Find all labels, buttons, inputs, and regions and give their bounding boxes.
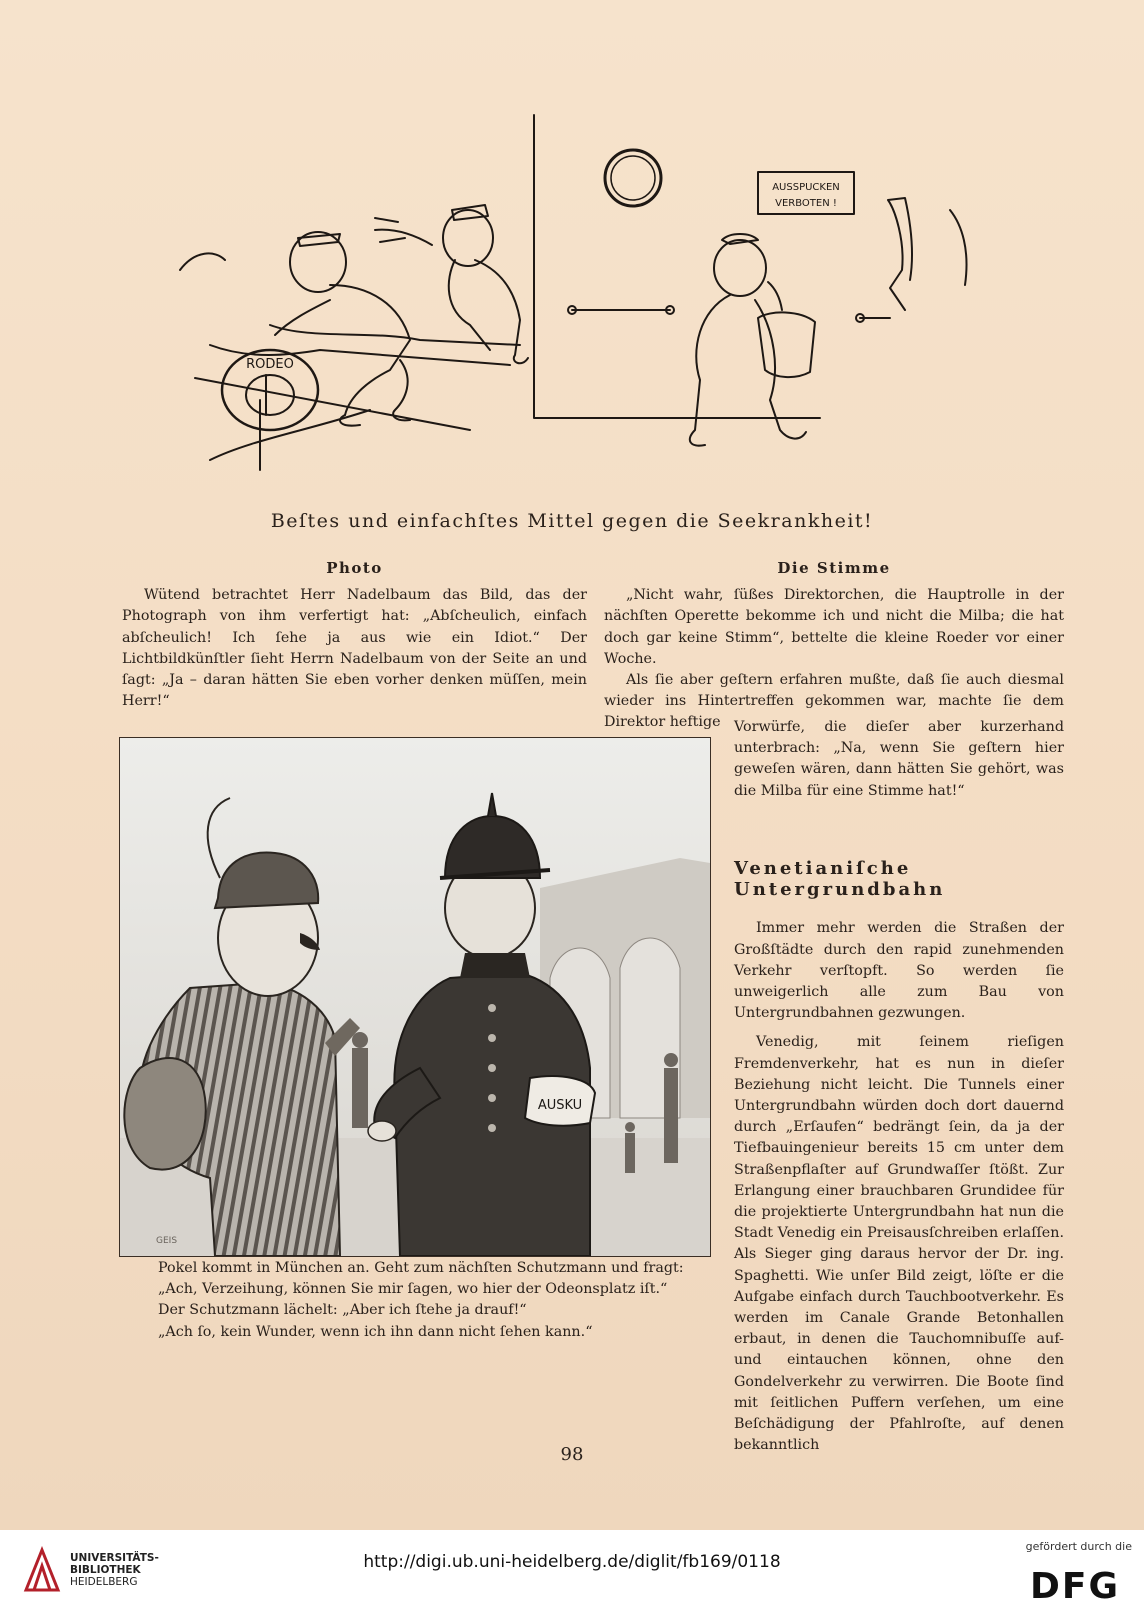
stimme-story: [604, 558, 1064, 734]
stimme-story-title: Die Stimme: [777, 559, 891, 577]
venedig-story-title: Venetianiſche Untergrundbahn: [734, 858, 946, 901]
no-spitting-sign-line2: VERBOTEN !: [775, 198, 837, 209]
funded-by-label: gefördert durch die: [1025, 1540, 1132, 1553]
permalink-url[interactable]: http://digi.ub.uni-heidelberg.de/diglit/fb169/0118: [363, 1552, 781, 1572]
illustration-caption-line-2: „Ach, Verzeihung, können Sie mir ſagen, wo hier der Odeonsplatz iſt.“: [158, 1281, 668, 1298]
artist-signature: GEIS: [156, 1236, 178, 1246]
lifebuoy-label: RODEO: [246, 357, 294, 372]
cartoon-caption: Beſtes und einfachſtes Mittel gegen die Seekrankheit!: [270, 510, 874, 532]
policeman-illustration: [119, 737, 711, 1257]
venedig-story-paragraph-2: Venedig, mit ſeinem rieſigen Fremdenverkehr, hat es nun in dieſer Beziehung nicht leicht. Die Tunnels einer Untergrundbahn würden doch dort dauernd durch „Erſaufen“ bedrängt ſein, da ja der Tiefbauingenieur bereits 15 cm unter dem Straßenpflaſter auf Grundwaſſer ſtößt. Zur Erlangung einer brauchbaren Grundidee für die projektierte Untergrundbahn hat nun die Stadt Venedig ein Preisausſchreiben erlaſſen. Als Sieger ging daraus hervor der Dr. ing. Spaghetti. Wie unſer Bild zeigt, löſte er die Aufgabe einfach durch Tauchbootverkehr. Es werden im Canale Grande Betonhallen erbaut, in denen die Tauchomnibuſſe auf- und eintauchen können, ohne den Gondelverkehr zu verwirren. Die Boote ſind mit ſeitlichen Puffern verſehen, um eine Beſchädigung der Pfahlroſte, auf denen bekanntlich: [734, 1034, 1064, 1454]
dfg-logo: DFG: [1029, 1566, 1120, 1607]
stimme-story-continued: [734, 717, 1064, 802]
library-name-line-2: BIBLIOTHEK: [70, 1564, 141, 1576]
illustration-caption-line-3: Der Schutzmann lächelt: „Aber ich ſtehe ja drauf!“: [158, 1302, 527, 1319]
viewer-footer: [0, 1530, 1144, 1613]
armband-label: AUSKU: [537, 1098, 583, 1113]
photo-story-text: Wütend betrachtet Herr Nadelbaum das Bild, das der Photograph von ihm verfertigt hat: „Abſcheulich, einfach abſcheulich! Ich ſehe ja aus wie ein Idiot.“ Der Lichtbildkünſtler ſieht Herrn Nadelbaum von der Seite an und ſagt: „Ja – daran hätten Sie eben vorher denken müſſen, mein Herr!“: [122, 587, 587, 710]
illustration-caption: [158, 1258, 688, 1343]
illustration-caption-line-4: „Ach ſo, kein Wunder, wenn ich ihn dann nicht ſehen kann.“: [158, 1323, 593, 1340]
venedig-story-paragraph-1: Immer mehr werden die Straßen der Großſtädte durch den rapid zunehmenden Verkehr verſtopft. So werden ſie unweigerlich alle zum Bau von Untergrundbahnen gezwungen.: [734, 920, 1064, 1022]
stimme-story-paragraph-1: „Nicht wahr, ſüßes Direktorchen, die Hauptrolle in der nächſten Operette bekomme ich und nicht die Milba; die hat doch gar keine Stimm“, bettelte die kleine Roeder vor einer Woche.: [604, 587, 1064, 667]
seasickness-cartoon: [170, 110, 1010, 500]
photo-story: [122, 558, 587, 712]
library-name-line-3: HEIDELBERG: [70, 1576, 138, 1588]
stimme-story-paragraph-2b: Vorwürfe, die dieſer aber kurzerhand unterbrach: „Na, wenn Sie geſtern hier geweſen wären, dann hätten Sie gehört, was die Milba für eine Stimme hat!“: [734, 719, 1064, 799]
illustration-caption-line-1: Pokel kommt in München an. Geht zum nächſten Schutzmann und fragt:: [158, 1260, 684, 1276]
venedig-story: [734, 858, 1064, 1456]
photo-story-title: Photo: [326, 559, 383, 577]
stimme-story-paragraph-2a: Als ſie aber geſtern erfahren mußte, daß ſie auch diesmal wieder ins Hintertreffen gekommen war, machte ſie dem Direktor heftige: [604, 672, 1064, 731]
no-spitting-sign-line1: AUSSPUCKEN: [772, 182, 840, 193]
library-name-line-1: UNIVERSITÄTS-: [70, 1552, 159, 1564]
page-number: 98: [560, 1444, 584, 1465]
